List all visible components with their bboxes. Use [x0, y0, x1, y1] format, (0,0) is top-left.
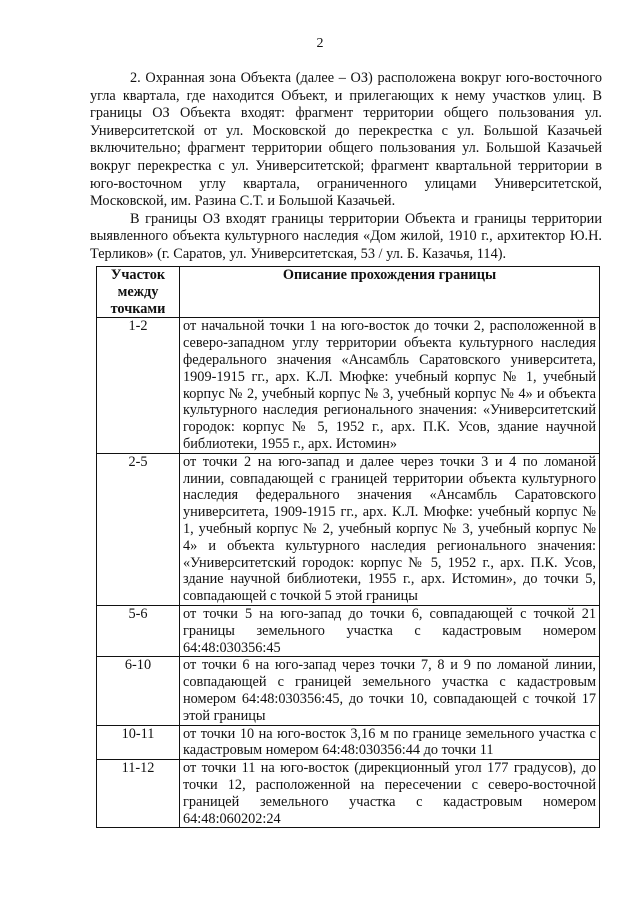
description-cell: от точки 2 на юго-запад и далее через точки 3 и 4 по ломаной линии, совпадающей с границей территории объекта культурного наследия федерального значения «Ансамбль Саратовского университета, 1909-1915 гг., арх. К.Л. Мюфке: учебный корпус № 1, учебный корпус № 2, учебный корпус № 3, учебный корпус № 4» и объекта культурного наследия регионального значения: «Университетский городок: корпус № 5, 1952 г., арх. П.К. Усов, здание научной библиотеки, 1955 г., арх. Истомин», до точки 5, совпадающей с точкой 5 этой границы [180, 453, 600, 605]
header-segment: Участок между точками [97, 267, 180, 318]
segment-cell: 1-2 [97, 318, 180, 453]
description-cell: от точки 10 на юго-восток 3,16 м по границе земельного участка с кадастровым номером 64:48:030356:44 до точки 11 [180, 725, 600, 760]
table-header-row [97, 267, 600, 318]
header-description: Описание прохождения границы [180, 267, 600, 318]
boundary-table [96, 266, 600, 828]
table-row [97, 725, 600, 760]
description-cell: от точки 6 на юго-запад через точки 7, 8 и 9 по ломаной линии, совпадающей с границей земельного участка с кадастровым номером 64:48:030356:45, до точки 10, совпадающей с точкой 17 этой границы [180, 657, 600, 725]
description-cell: от точки 11 на юго-восток (дирекционный угол 177 градусов), до точки 12, расположенной на пересечении с северо-восточной границей земельного участка с кадастровым номером 64:48:060202:24 [180, 760, 600, 828]
description-cell: от точки 5 на юго-запад до точки 6, совпадающей с точкой 21 границы земельного участка с кадастровым номером 64:48:030356:45 [180, 605, 600, 656]
table-row [97, 318, 600, 453]
segment-cell: 2-5 [97, 453, 180, 605]
paragraph-security-zone: 2. Охранная зона Объекта (далее – ОЗ) расположена вокруг юго-восточного угла квартала, где находится Объект, и прилегающих к нему участков улиц. В границы ОЗ Объекта входят: фрагмент территории общего пользования ул. Университетской от ул. Московской до перекрестка с ул. Большой Казачьей включительно; фрагмент территории общего пользования ул. Большой Казачьей вокруг перекрестка с ул. Университетской; фрагмент квартальной территории в юго-восточном углу квартала, ограниченного улицами Университетской, Московской, им. Разина С.Т. и Большой Казачьей. [90, 70, 602, 210]
table-row [97, 605, 600, 656]
table-row [97, 657, 600, 725]
description-cell: от начальной точки 1 на юго-восток до точки 2, расположенной в северо-западном углу территории объекта культурного наследия федерального значения «Ансамбль Саратовского университета, 1909-1915 гг., арх. К.Л. Мюфке: учебный корпус № 1, учебный корпус № 2, учебный корпус № 3, учебный корпус № 4» и объекта культурного наследия регионального значения: «Университетский городок: корпус № 5, 1952 г., арх. П.К. Усов, здание научной библиотеки, 1955 г., арх. Истомин» [180, 318, 600, 453]
segment-cell: 10-11 [97, 725, 180, 760]
paragraph-zone-includes: В границы ОЗ входят границы территории Объекта и границы территории выявленного объекта культурного наследия «Дом жилой, 1910 г., архитектор Ю.Н. Терликов» (г. Саратов, ул. Университетская, 53 / ул. Б. Казачья, 114). [90, 210, 602, 262]
body-text [90, 70, 602, 264]
segment-cell: 6-10 [97, 657, 180, 725]
segment-cell: 11-12 [97, 760, 180, 828]
page-number: 2 [316, 36, 324, 51]
table-row [97, 453, 600, 605]
segment-cell: 5-6 [97, 605, 180, 656]
table-row [97, 760, 600, 828]
